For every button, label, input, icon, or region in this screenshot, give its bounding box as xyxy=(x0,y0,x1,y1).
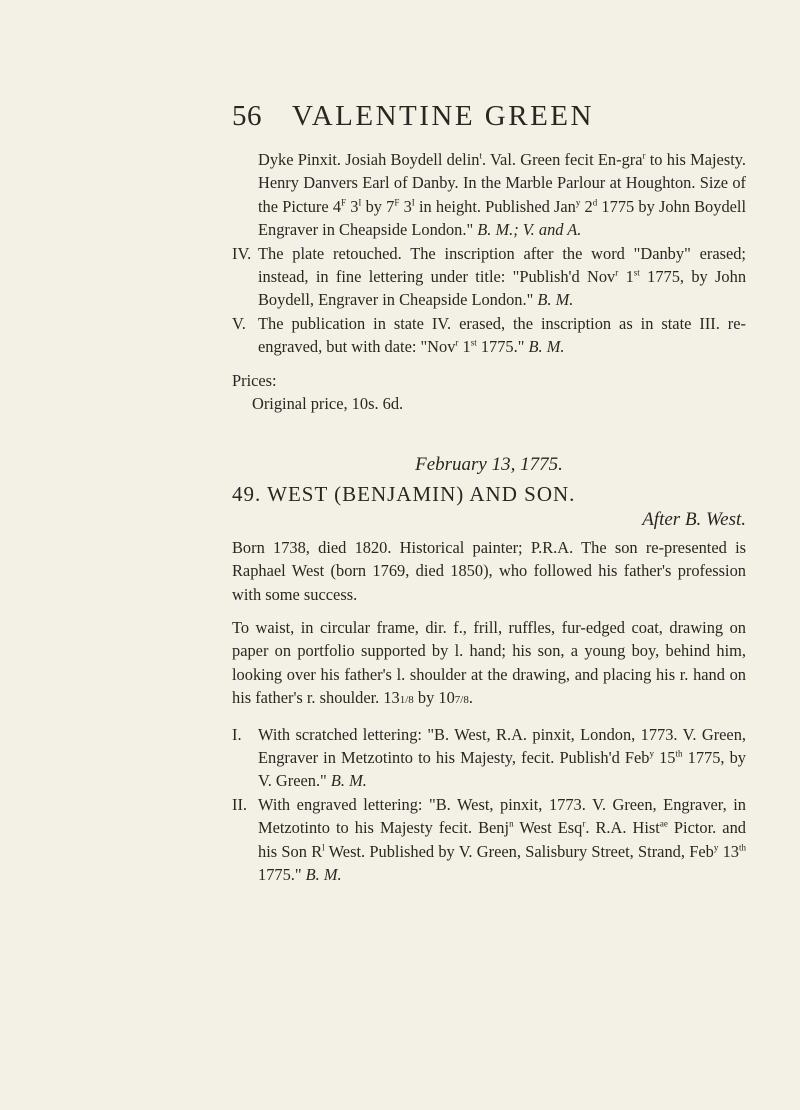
state-IV: IV. The plate retouched. The inscription after the word "Danby" erased; instead, in fine lettering under title: "Publish'd Nov$^r$ 1st 1775, by John Boydell, Engraver in Cheapside London." B. M. xyxy=(232,243,747,310)
entry-description: To waist, in circular frame, dir. f., frill, ruffles, fur-edged coat, drawing on paper on portfolio supported by l. hand; his son, a young boy, behind him, looking over his father's l. shoulder at the drawing, and placing his r. hand on his father's r. shoulder. 131/8 by 107/8. xyxy=(232,617,746,708)
state-II: II. With engraved lettering: "B. West, pinxit, 1773. V. Green, Engraver, in Metzotinto to his Majesty fecit. Benj$^n$ West Esq$^r$. R.A. Hist$^{ae}$ Pictor. and his Son $R^l$ West. Published by V. Green, Salisbury Street, Strand, Feb$^y$ 13th 1775." B. M. xyxy=(232,794,747,884)
page-body xyxy=(232,148,746,886)
entry-after: After B. West. xyxy=(642,509,746,531)
page-header xyxy=(232,100,732,140)
state-I: I. With scratched lettering: "B. West, R.A. pinxit, London, 1773. V. Green, Engraver in Metzotinto to his Majesty, fecit. Publish'd Feb$^y$ 15th 1775, by V. Green." B. M. xyxy=(232,724,747,791)
prices-label: Prices: xyxy=(232,370,277,390)
state-V: V. The publication in state IV. erased, the inscription as in state III. re-engraved, but with date: "Nov$^r$ 1st 1775." B. M. xyxy=(232,313,746,357)
page-number: 56 xyxy=(232,100,262,132)
state-III-continuation: Dyke Pinxit. Josiah Boydell delin$^t$. Val. Green fecit En-gra$^r$ to his Majesty. Henry Danvers Earl of Danby. In the Marble Parlour at Houghton. Size of the Picture $4^F$ $3^I$ by $7^F$ $3^I$ in height. Published Jan$^y$ 2$^d$ 1775 by John Boydell Engraver in Cheapside London." B. M.; V. and A. xyxy=(258,150,747,240)
entry-date: February 13, 1775. xyxy=(415,454,563,476)
entry-bio: Born 1738, died 1820. Historical painter; P.R.A. The son re-presented is Raphael West (born 1769, died 1850), who followed his father's profession with some success. xyxy=(232,537,746,604)
entry-title: 49. WEST (BENJAMIN) AND SON. xyxy=(232,481,576,506)
prices-value: Original price, 10s. 6d. xyxy=(252,394,404,414)
running-title: VALENTINE GREEN xyxy=(292,100,594,132)
